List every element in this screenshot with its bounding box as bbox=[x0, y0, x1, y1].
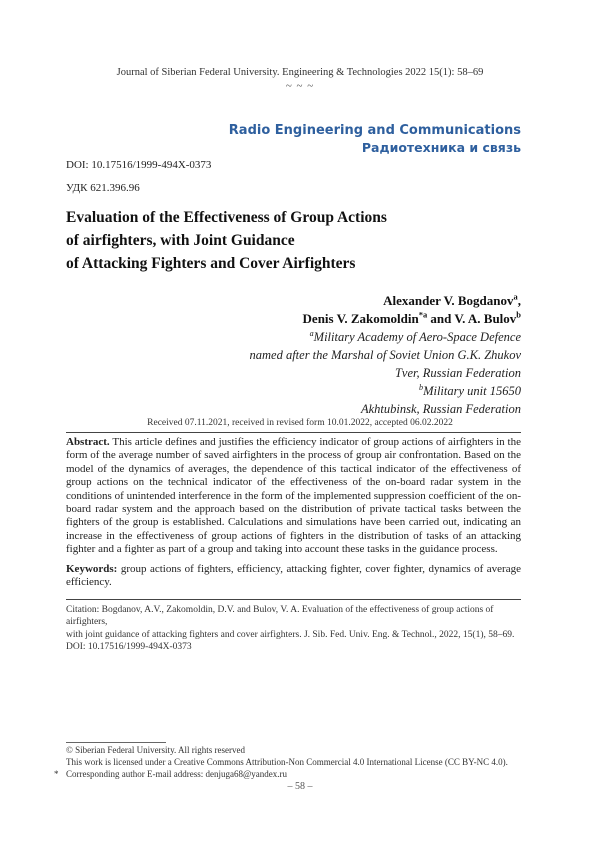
udk: УДК 621.396.96 bbox=[66, 182, 140, 194]
citation bbox=[66, 604, 521, 654]
keywords bbox=[66, 563, 521, 590]
affil-b-line-2: Akhtubinsk, Russian Federation bbox=[360, 402, 521, 416]
citation-line-1: Citation: Bogdanov, A.V., Zakomoldin, D.V. and Bulov, V. A. Evaluation of the effectiveness of group actions of airfighters, bbox=[66, 605, 494, 628]
authors-line-1 bbox=[303, 292, 521, 310]
footnote-copyright bbox=[66, 745, 536, 757]
citation-top-rule bbox=[66, 599, 521, 600]
license-text: This work is licensed under a Creative Commons Attribution-Non Commercial 4.0 International License (CC BY-NC 4.0). bbox=[66, 757, 508, 767]
citation-line-3: DOI: 10.17516/1999-494X-0373 bbox=[66, 642, 192, 653]
affil-a-line-1 bbox=[250, 328, 522, 346]
abstract-top-rule bbox=[66, 432, 521, 433]
affil-b-name: Military unit 15650 bbox=[423, 384, 521, 398]
keywords-label: Keywords: bbox=[66, 563, 118, 575]
affil-a-name: Military Academy of Aero-Space Defence bbox=[313, 330, 521, 344]
received-dates: Received 07.11.2021, received in revised form 10.01.2022, accepted 06.02.2022 bbox=[147, 418, 453, 428]
header-ornament: ~ ~ ~ bbox=[285, 80, 315, 92]
doi: DOI: 10.17516/1999-494X-0373 bbox=[66, 159, 212, 171]
keywords-text: group actions of fighters, efficiency, attacking fighter, cover fighter, dynamics of average efficiency. bbox=[66, 563, 521, 589]
section-title-ru: Радиотехника и связь bbox=[361, 140, 521, 155]
abstract-label: Abstract. bbox=[66, 436, 110, 448]
affil-sup-a: a bbox=[309, 328, 314, 338]
author-sup-a: a bbox=[513, 291, 518, 302]
copyright-text: © Siberian Federal University. All rights reserved bbox=[66, 745, 245, 755]
section-title-en: Radio Engineering and Communications bbox=[228, 123, 521, 138]
corresponding-text: Corresponding author E-mail address: denjuga68@yandex.ru bbox=[66, 769, 287, 779]
footnote-corresponding bbox=[54, 769, 536, 781]
authors-line-2 bbox=[303, 310, 521, 328]
journal-header: Journal of Siberian Federal University. Engineering & Technologies 2022 15(1): 58–69 bbox=[116, 67, 484, 78]
corresponding-mark: * bbox=[54, 769, 59, 779]
abstract-text: This article defines and justifies the efficiency indicator of group actions of airfighters in the form of the average number of saved airfighters in the process of group air confrontation. Based on the model of the dynamics of averages, the dependence of this tactical indicator of the effectiveness of group actions on the technical indicator of the effectiveness of the on-board radar system in the conditions of unintended interference in the form of the implemented suppression coefficient of the on-board radar system and the approach based on the distribution of private tactical tasks between the fighters of the group is established. Calculations and simulations have been carried out, indicating an increase in the effectiveness of group actions of fighters in the distribution of tasks of an attacking fighter and a fighter as part of a group and taking into account these tasks in the guidance process. bbox=[66, 436, 521, 556]
title-line-3: of Attacking Fighters and Cover Airfighters bbox=[66, 255, 356, 272]
affil-a-line-3: Tver, Russian Federation bbox=[394, 366, 521, 380]
affil-a-line-2: named after the Marshal of Soviet Union G.K. Zhukov bbox=[249, 348, 521, 362]
title-line-1: Evaluation of the Effectiveness of Group Actions bbox=[66, 209, 387, 226]
article-title bbox=[66, 206, 526, 275]
title-line-2: of airfighters, with Joint Guidance bbox=[66, 232, 295, 249]
citation-line-2: with joint guidance of attacking fighters and cover airfighters. J. Sib. Fed. Univ. Eng. & Technol., 2022, 15(1), 58–69. bbox=[66, 629, 515, 640]
author-sup-b: b bbox=[516, 309, 521, 320]
authors bbox=[303, 292, 521, 328]
affil-b-line-1 bbox=[250, 382, 522, 400]
authors-comma: , bbox=[517, 293, 521, 308]
affiliations bbox=[250, 328, 522, 418]
author-sup-corr-a: *a bbox=[418, 309, 428, 320]
affil-sup-b: b bbox=[419, 382, 424, 392]
page-number: – 58 – bbox=[287, 781, 313, 792]
abstract bbox=[66, 436, 521, 557]
author-bogdanov: Alexander V. Bogdanov bbox=[383, 293, 514, 308]
footnote-license bbox=[66, 757, 536, 769]
footnote-rule bbox=[66, 742, 166, 743]
author-bulov: and V. A. Bulov bbox=[427, 311, 517, 326]
author-zakomoldin: Denis V. Zakomoldin bbox=[302, 311, 419, 326]
